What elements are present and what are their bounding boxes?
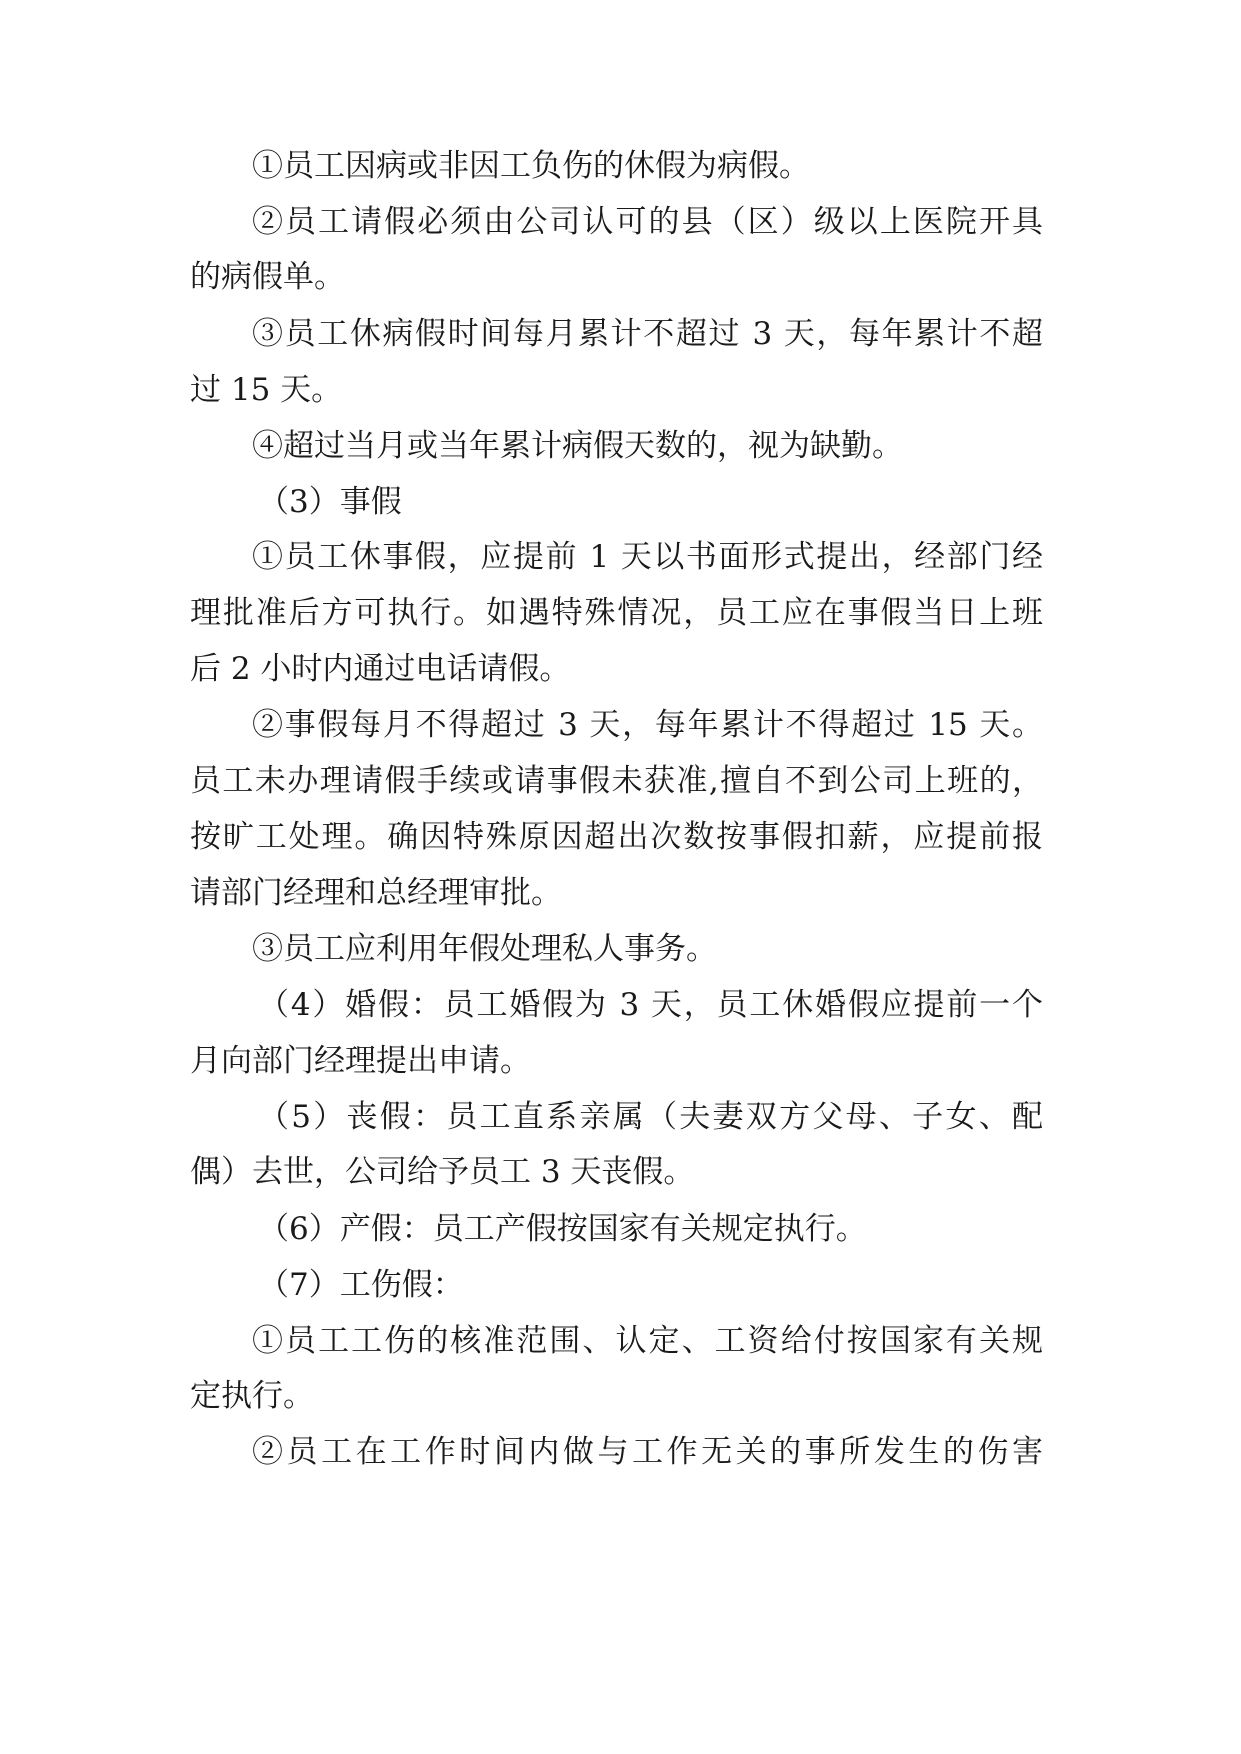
line-text: ①员工工伤的核准范围、认定、工资给付按国家有关规 xyxy=(252,1323,1043,1359)
line-text: ③员工休病假时间每月累计不超过 3 天，每年累计不超 xyxy=(252,316,1043,352)
text-line xyxy=(0,310,1241,358)
text-line xyxy=(0,1372,1241,1420)
text-line xyxy=(0,533,1241,581)
line-text: ②员工在工作时间内做与工作无关的事所发生的伤害 xyxy=(252,1434,1043,1470)
text-line xyxy=(0,142,1241,190)
section-heading xyxy=(0,1261,1241,1309)
text-line xyxy=(0,757,1241,805)
line-text: ①员工休事假，应提前 1 天以书面形式提出，经部门经 xyxy=(252,539,1043,575)
line-text: 月向部门经理提出申请。 xyxy=(190,1043,531,1079)
line-text: 后 2 小时内通过电话请假。 xyxy=(190,651,571,687)
text-line xyxy=(0,869,1241,917)
text-line xyxy=(0,366,1241,414)
line-text: 的病假单。 xyxy=(190,259,345,295)
text-line xyxy=(0,1317,1241,1365)
line-text: ①员工因病或非因工负伤的休假为病假。 xyxy=(252,148,810,184)
line-text: （5）丧假：员工直系亲属（夫妻双方父母、子女、配 xyxy=(258,1099,1043,1135)
text-line xyxy=(0,981,1241,1029)
text-line xyxy=(0,253,1241,301)
section-heading xyxy=(0,478,1241,526)
text-line xyxy=(0,645,1241,693)
text-line xyxy=(0,1037,1241,1085)
line-text: （3）事假 xyxy=(258,484,402,520)
line-text: 理批准后方可执行。如遇特殊情况，员工应在事假当日上班 xyxy=(190,595,1043,631)
text-line xyxy=(0,925,1241,973)
line-text: ②事假每月不得超过 3 天，每年累计不得超过 15 天。 xyxy=(252,707,1043,743)
text-line xyxy=(0,1205,1241,1253)
line-text: 过 15 天。 xyxy=(190,372,343,408)
text-line xyxy=(0,422,1241,470)
text-line xyxy=(0,813,1241,861)
text-line xyxy=(0,1148,1241,1196)
line-text: 定执行。 xyxy=(190,1378,314,1414)
line-text: （4）婚假：员工婚假为 3 天，员工休婚假应提前一个 xyxy=(258,987,1043,1023)
line-text: 按旷工处理。确因特殊原因超出次数按事假扣薪，应提前报 xyxy=(190,819,1043,855)
text-line xyxy=(0,701,1241,749)
text-line xyxy=(0,589,1241,637)
line-text: ④超过当月或当年累计病假天数的，视为缺勤。 xyxy=(252,428,903,464)
line-text: ③员工应利用年假处理私人事务。 xyxy=(252,931,717,967)
line-text: 员工未办理请假手续或请事假未获准,擅自不到公司上班的， xyxy=(190,763,1043,799)
text-line xyxy=(0,1428,1241,1476)
line-text: （7）工伤假： xyxy=(258,1267,464,1303)
text-line xyxy=(0,198,1241,246)
line-text: 请部门经理和总经理审批。 xyxy=(190,875,562,911)
line-text: 偶）去世，公司给予员工 3 天丧假。 xyxy=(190,1154,695,1190)
text-line xyxy=(0,1093,1241,1141)
line-text: ②员工请假必须由公司认可的县（区）级以上医院开具 xyxy=(252,204,1043,240)
line-text: （6）产假：员工产假按国家有关规定执行。 xyxy=(258,1211,867,1247)
